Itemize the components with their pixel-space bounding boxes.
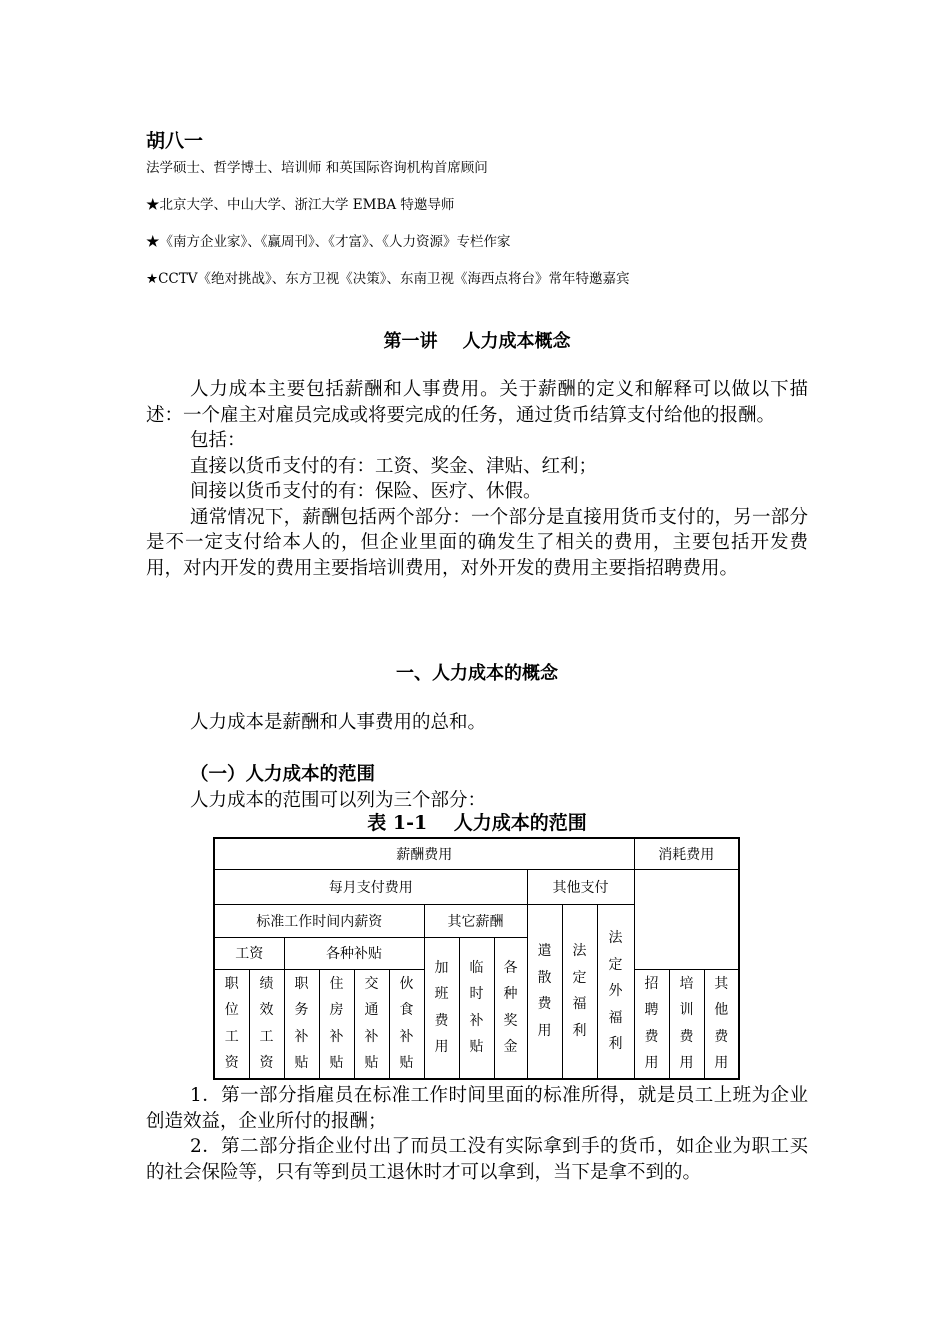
definition-paragraph: 人力成本是薪酬和人事费用的总和。 [190, 712, 487, 733]
col-meal-allowance: 伙 食 补 贴 [389, 969, 424, 1079]
intro-section [146, 377, 808, 581]
col-recruitment: 招 聘 费 用 [634, 969, 669, 1079]
subsection-intro: 人力成本的范围可以列为三个部分： [190, 790, 487, 811]
header-consumption: 消耗费用 [634, 838, 739, 869]
header-salary: 薪酬费用 [214, 838, 634, 869]
header-other-salary: 其它薪酬 [424, 904, 527, 937]
col-training: 培 训 费 用 [669, 969, 704, 1079]
notes-section [146, 1083, 808, 1185]
section-title: 一、人力成本的概念 [396, 663, 558, 684]
col-temp-allowance: 临 时 补 贴 [459, 937, 494, 1079]
col-other-expense: 其 他 费 用 [704, 969, 739, 1079]
intro-paragraph: 通常情况下，薪酬包括两个部分：一个部分是直接用货币支付的，另一部分是不一定支付给本人的，但企业里面的确发生了相关的费用，主要包括开发费用，对内开发的费用主要指培训费用，对外开发的费用主要指招聘费用。 [146, 506, 808, 579]
lecture-title: 第一讲 人力成本概念 [383, 331, 571, 352]
note-paragraph: 1．第一部分指雇员在标准工作时间里面的标准所得，就是员工上班为企业创造效益，企业所付的报酬； [146, 1085, 808, 1132]
table-title: 表 1-1 人力成本的范围 [367, 812, 587, 834]
intro-paragraph: 包括： [190, 430, 246, 451]
header-wage: 工资 [214, 937, 284, 969]
col-housing-allowance: 住 房 补 贴 [319, 969, 354, 1079]
intro-paragraph: 间接以货币支付的有：保险、医疗、休假。 [190, 481, 542, 502]
author-credential: ★CCTV《绝对挑战》、东方卫视《决策》、东南卫视《海西点将台》常年特邀嘉宾 [146, 271, 630, 287]
author-name: 胡八一 [146, 130, 204, 152]
header-monthly: 每月支付费用 [214, 869, 527, 904]
intro-paragraph: 人力成本主要包括薪酬和人事费用。关于薪酬的定义和解释可以做以下描述：一个雇主对雇员完成或将要完成的任务，通过货币结算支付给他的报酬。 [146, 379, 808, 426]
col-bonus: 各 种 奖 金 [494, 937, 527, 1079]
col-duty-allowance: 职 务 补 贴 [284, 969, 319, 1079]
consumption-blank [634, 869, 739, 969]
header-allowances: 各种补贴 [284, 937, 424, 969]
intro-paragraph: 直接以货币支付的有：工资、奖金、津贴、红利； [190, 455, 598, 477]
cost-range-table [213, 837, 740, 1080]
header-other-pay: 其他支付 [527, 869, 634, 904]
col-performance-wage: 绩 效 工 资 [249, 969, 284, 1079]
col-position-wage: 职 位 工 资 [214, 969, 249, 1079]
col-overtime: 加 班 费 用 [424, 937, 459, 1079]
author-credential: 法学硕士、哲学博士、培训师 和英国际咨询机构首席顾问 [146, 160, 488, 176]
col-severance: 遣 散 费 用 [527, 904, 562, 1079]
author-credential: ★《南方企业家》、《赢周刊》、《才富》、《人力资源》专栏作家 [146, 234, 511, 250]
author-credential: ★北京大学、中山大学、浙江大学 EMBA 特邀导师 [146, 197, 455, 213]
col-statutory-welfare: 法 定 福 利 [562, 904, 597, 1079]
note-paragraph: 2．第二部分指企业付出了而员工没有实际拿到手的货币，如企业为职工买的社会保险等，只有等到员工退休时才可以拿到，当下是拿不到的。 [146, 1136, 808, 1183]
col-transport-allowance: 交 通 补 贴 [354, 969, 389, 1079]
header-standard: 标准工作时间内薪资 [214, 904, 424, 937]
subsection-title: （一）人力成本的范围 [190, 764, 376, 785]
col-extra-welfare: 法 定 外 福 利 [597, 904, 634, 1079]
